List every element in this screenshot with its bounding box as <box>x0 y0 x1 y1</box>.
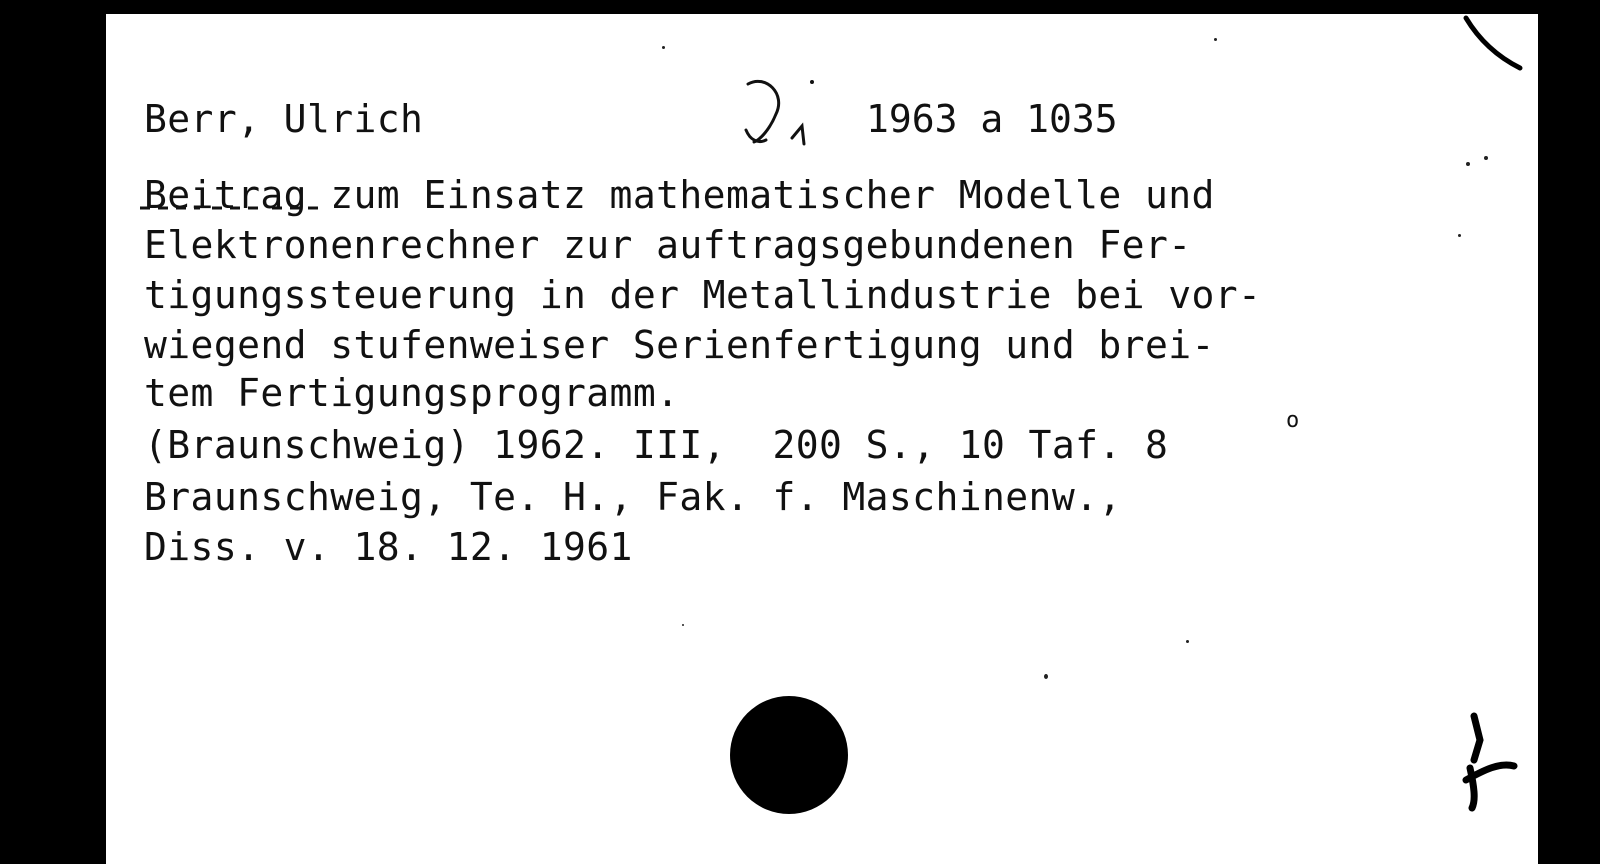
title-line-5: tem Fertigungsprogramm. <box>144 371 680 415</box>
institution-line: Braunschweig, Te. H., Fak. f. Maschinenw., <box>144 475 1122 519</box>
title-line-4: wiegend stufenweiser Serienfertigung und brei- <box>144 323 1215 367</box>
ink-speck <box>1044 674 1048 679</box>
format-degree: o <box>1286 408 1300 433</box>
shelfmark: 1963 a 1035 <box>866 97 1118 141</box>
ink-speck <box>1458 234 1461 237</box>
title-line-3: tigungssteuerung in der Metallindustrie bei vor- <box>144 273 1262 317</box>
imprint-line: (Braunschweig) 1962. III, 200 S., 10 Taf. 8 <box>144 423 1169 467</box>
ink-speck <box>1186 640 1189 643</box>
ink-speck <box>1214 38 1217 41</box>
ink-speck <box>1484 156 1488 160</box>
ink-speck <box>1466 162 1470 166</box>
ink-speck <box>682 624 684 626</box>
handwritten-mark <box>736 74 826 154</box>
ink-speck <box>662 46 665 49</box>
title-line-1: Beitrag zum Einsatz mathematischer Modelle und <box>144 173 1215 217</box>
author-name: Berr, Ulrich <box>144 97 424 141</box>
title-line-2: Elektronenrechner zur auftragsgebundenen Fer- <box>144 223 1192 267</box>
punch-hole <box>730 696 848 814</box>
dissertation-line: Diss. v. 18. 12. 1961 <box>144 525 633 569</box>
catalog-card <box>106 14 1538 864</box>
